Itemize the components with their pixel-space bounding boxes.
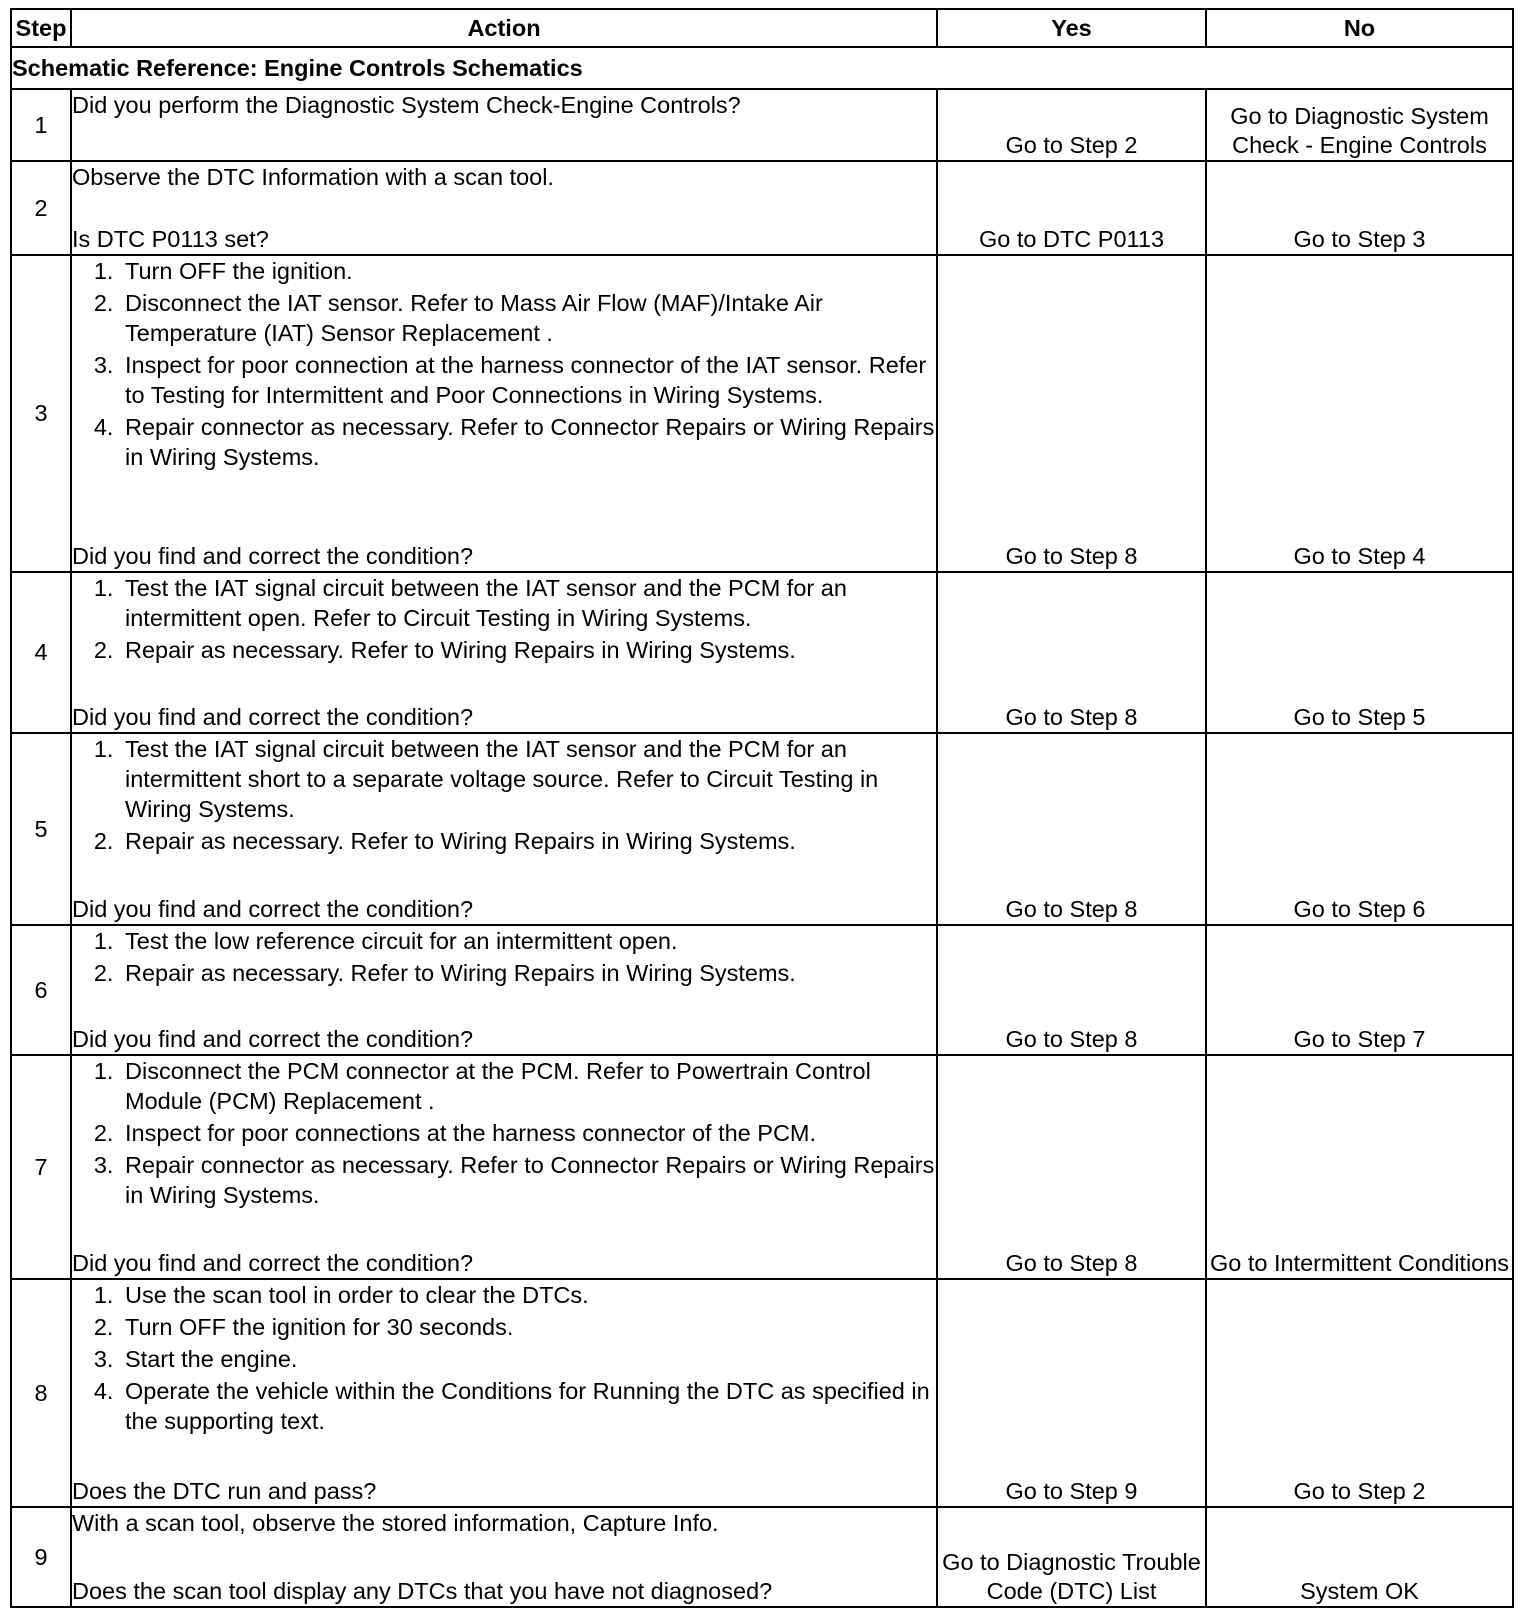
header-yes: Yes (937, 9, 1206, 47)
action-cell (71, 925, 937, 1055)
no-outcome: System OK (1206, 1507, 1513, 1607)
step-number: 2 (11, 161, 71, 255)
yes-outcome: Go to Step 8 (937, 733, 1206, 925)
action-list (72, 256, 936, 474)
table-row (11, 1055, 1513, 1279)
action-list-item: 1. Turn OFF the ignition. (120, 256, 936, 286)
header-row (11, 9, 1513, 47)
yes-outcome: Go to Step 8 (937, 925, 1206, 1055)
action-list-item: 2. Repair as necessary. Refer to Wiring Repairs in Wiring Systems. (120, 635, 936, 665)
table-row (11, 733, 1513, 925)
action-list-item: 2. Repair as necessary. Refer to Wiring Repairs in Wiring Systems. (120, 958, 936, 988)
no-outcome: Go to Step 4 (1206, 255, 1513, 572)
action-list-item: 1. Disconnect the PCM connector at the PCM. Refer to Powertrain Control Module (PCM) Replacement . (120, 1056, 936, 1116)
action-list (72, 1280, 936, 1438)
action-list (72, 573, 936, 667)
step-number: 3 (11, 255, 71, 572)
action-list-item: 2. Disconnect the IAT sensor. Refer to Mass Air Flow (MAF)/Intake Air Temperature (IAT) Sensor Replacement . (120, 288, 936, 348)
step-number: 4 (11, 572, 71, 733)
yes-outcome: Go to DTC P0113 (937, 161, 1206, 255)
header-action: Action (71, 9, 937, 47)
table-row (11, 1279, 1513, 1507)
action-list-item: 4. Repair connector as necessary. Refer to Connector Repairs or Wiring Repairs in Wiring Systems. (120, 412, 936, 472)
step-number: 6 (11, 925, 71, 1055)
table-row (11, 1507, 1513, 1607)
action-question: Did you find and correct the condition? (72, 543, 474, 569)
action-cell (71, 1507, 937, 1607)
action-list-item: 2. Turn OFF the ignition for 30 seconds. (120, 1312, 936, 1342)
action-list-item: 4. Operate the vehicle within the Conditions for Running the DTC as specified in the supporting text. (120, 1376, 936, 1436)
step-number: 9 (11, 1507, 71, 1607)
no-outcome: Go to Step 2 (1206, 1279, 1513, 1507)
action-list (72, 734, 936, 858)
action-cell (71, 1055, 937, 1279)
action-question: Did you find and correct the condition? (72, 1026, 474, 1052)
table-row (11, 925, 1513, 1055)
schematic-reference-row (11, 47, 1513, 89)
action-list-item: 3. Inspect for poor connection at the harness connector of the IAT sensor. Refer to Testing for Intermittent and Poor Connections in Wiring Systems. (120, 350, 936, 410)
action-list-item: 1. Test the low reference circuit for an intermittent open. (120, 926, 936, 956)
header-step: Step (11, 9, 71, 47)
step-number: 1 (11, 89, 71, 161)
table-body (11, 47, 1513, 1607)
action-list-item: 1. Test the IAT signal circuit between the IAT sensor and the PCM for an intermittent open. Refer to Circuit Testing in Wiring Systems. (120, 573, 936, 633)
table-row (11, 161, 1513, 255)
action-list (72, 1056, 936, 1212)
step-number: 8 (11, 1279, 71, 1507)
action-cell (71, 1279, 937, 1507)
action-question: Did you find and correct the condition? (72, 1250, 474, 1276)
action-cell (71, 733, 937, 925)
yes-outcome: Go to Step 9 (937, 1279, 1206, 1507)
action-cell (71, 572, 937, 733)
action-question: Does the scan tool display any DTCs that you have not diagnosed? (72, 1578, 773, 1604)
action-list-item: 1. Use the scan tool in order to clear the DTCs. (120, 1280, 936, 1310)
no-outcome: Go to Intermittent Conditions (1206, 1055, 1513, 1279)
action-question: Did you find and correct the condition? (72, 896, 474, 922)
yes-outcome: Go to Step 8 (937, 1055, 1206, 1279)
schematic-reference: Schematic Reference: Engine Controls Schematics (11, 47, 1513, 89)
action-cell (71, 255, 937, 572)
action-list-item: 2. Inspect for poor connections at the harness connector of the PCM. (120, 1118, 936, 1148)
header-no: No (1206, 9, 1513, 47)
step-number: 7 (11, 1055, 71, 1279)
table-row (11, 89, 1513, 161)
yes-outcome: Go to Step 8 (937, 255, 1206, 572)
no-outcome: Go to Diagnostic System Check - Engine Controls (1206, 89, 1513, 161)
action-intro: With a scan tool, observe the stored information, Capture Info. (72, 1510, 719, 1536)
action-list-item: 2. Repair as necessary. Refer to Wiring Repairs in Wiring Systems. (120, 826, 936, 856)
yes-outcome: Go to Step 2 (937, 89, 1206, 161)
table-row (11, 255, 1513, 572)
action-question: Did you find and correct the condition? (72, 704, 474, 730)
diagnostic-table (10, 8, 1514, 1608)
no-outcome: Go to Step 6 (1206, 733, 1513, 925)
no-outcome: Go to Step 5 (1206, 572, 1513, 733)
action-question: Is DTC P0113 set? (72, 226, 269, 252)
action-list-item: 3. Start the engine. (120, 1344, 936, 1374)
table-row (11, 572, 1513, 733)
action-intro: Observe the DTC Information with a scan tool. (72, 164, 554, 190)
action-cell (71, 161, 937, 255)
no-outcome: Go to Step 7 (1206, 925, 1513, 1055)
action-list-item: 3. Repair connector as necessary. Refer to Connector Repairs or Wiring Repairs in Wiring Systems. (120, 1150, 936, 1210)
action-cell (71, 89, 937, 161)
yes-outcome: Go to Diagnostic Trouble Code (DTC) List (937, 1507, 1206, 1607)
action-list-item: 1. Test the IAT signal circuit between the IAT sensor and the PCM for an intermittent short to a separate voltage source. Refer to Circuit Testing in Wiring Systems. (120, 734, 936, 824)
step-number: 5 (11, 733, 71, 925)
action-intro: Did you perform the Diagnostic System Check-Engine Controls? (72, 92, 741, 118)
action-question: Does the DTC run and pass? (72, 1478, 377, 1504)
yes-outcome: Go to Step 8 (937, 572, 1206, 733)
action-list (72, 926, 936, 990)
no-outcome: Go to Step 3 (1206, 161, 1513, 255)
